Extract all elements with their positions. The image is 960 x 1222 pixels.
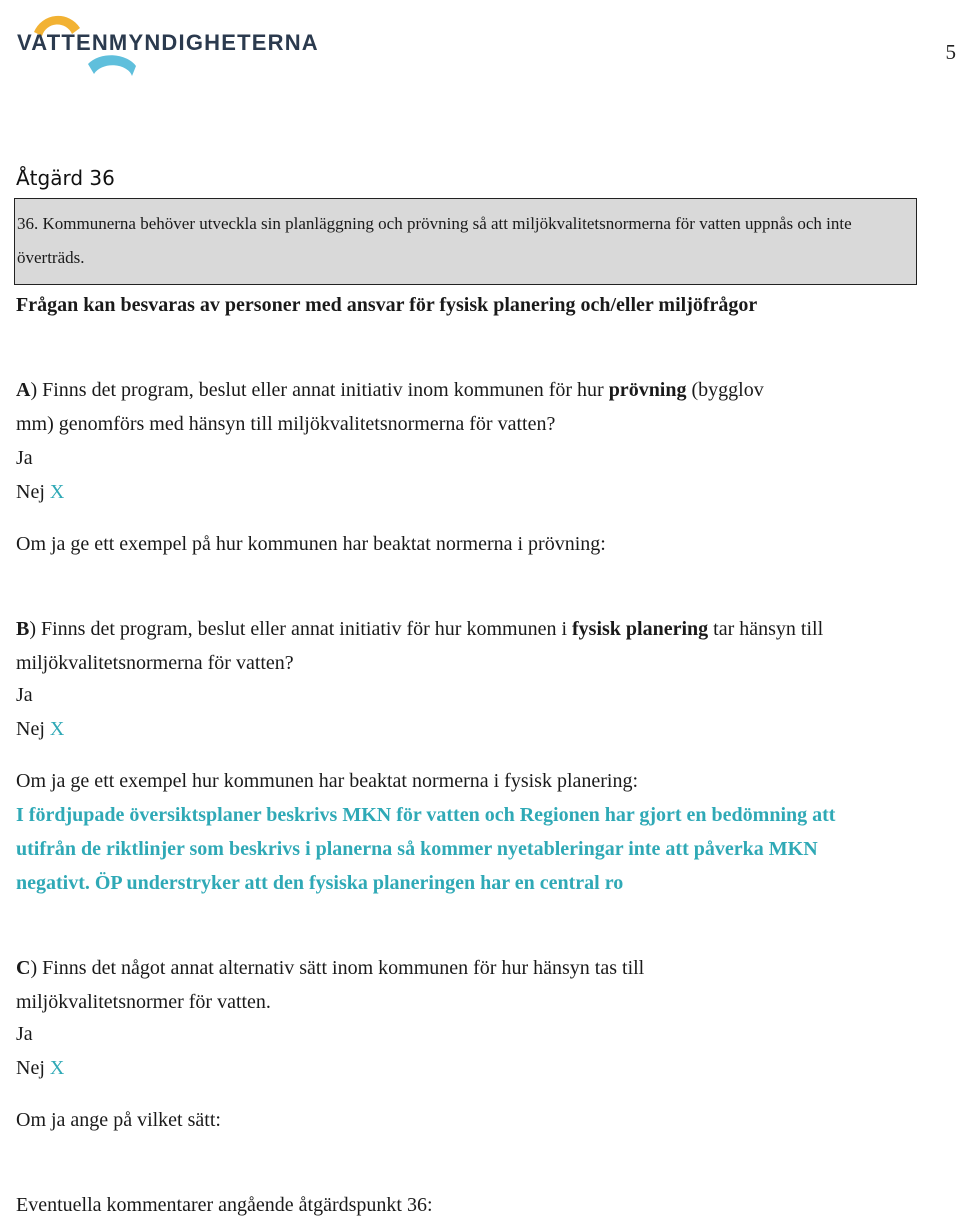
question-a-no-label: Nej (16, 481, 45, 503)
action-title: Åtgärd 36 (16, 166, 115, 190)
question-c-no (16, 1051, 936, 1085)
question-a-letter: A (16, 379, 31, 401)
question-c-no-mark: X (49, 1057, 65, 1079)
question-a-yes: Ja (16, 447, 33, 469)
question-b (16, 612, 846, 680)
question-b-example-prompt: Om ja ge ett exempel hur kommunen har beaktat normerna i fysisk planering: (16, 770, 639, 792)
question-a-bold: prövning (608, 379, 687, 401)
question-b-no-mark: X (49, 718, 65, 740)
logo-text: VATTENMYNDIGHETERNA (17, 30, 319, 55)
question-c-text: ) Finns det något annat alternativ sätt inom kommunen för hur hänsyn tas till miljökvalitetsnormer för vatten. (16, 957, 645, 1013)
question-b-text-before: ) Finns det program, beslut eller annat initiativ för hur kommunen i (29, 618, 573, 640)
question-c-yes: Ja (16, 1023, 33, 1045)
question-b-bold: fysisk planering (572, 618, 709, 640)
comments-label: Eventuella kommentarer angående åtgärdspunkt 36: (16, 1194, 433, 1216)
question-a-example-prompt: Om ja ge ett exempel på hur kommunen har beaktat normerna i prövning: (16, 533, 606, 555)
intro-text: Frågan kan besvaras av personer med ansvar för fysisk planering och/eller miljöfrågor (16, 294, 758, 316)
question-b-answer: I fördjupade översiktsplaner beskrivs MKN för vatten och Regionen har gjort en bedömning att utifrån de riktlinjer som beskrivs i planerna så kommer nyetableringar inte att påverka MKN negativt. ÖP understryker att den fysiska planeringen har en central ro (16, 804, 836, 894)
page-number: 5 (945, 40, 956, 64)
question-a (16, 373, 796, 441)
question-b-letter: B (16, 618, 30, 640)
action-description-box (14, 198, 917, 285)
question-b-yes: Ja (16, 684, 33, 706)
question-b-no-label: Nej (16, 718, 45, 740)
question-c (16, 951, 736, 1019)
question-b-text-after: tar hänsyn till miljökvalitetsnormerna för vatten? (16, 618, 824, 674)
question-c-letter: C (16, 957, 31, 979)
action-description: 36. Kommunerna behöver utveckla sin planläggning och prövning så att miljökvalitetsnormerna för vatten uppnås och inte överträds. (17, 214, 852, 267)
question-c-no-label: Nej (16, 1057, 45, 1079)
question-b-no (16, 712, 936, 746)
question-a-text-before: ) Finns det program, beslut eller annat initiativ inom kommunen för hur (30, 379, 609, 401)
question-a-no-mark: X (49, 481, 65, 503)
question-a-no (16, 475, 936, 509)
question-c-example-prompt: Om ja ange på vilket sätt: (16, 1109, 221, 1131)
question-a-text-after: (bygglov mm) genomförs med hänsyn till miljökvalitetsnormerna för vatten? (16, 379, 764, 435)
